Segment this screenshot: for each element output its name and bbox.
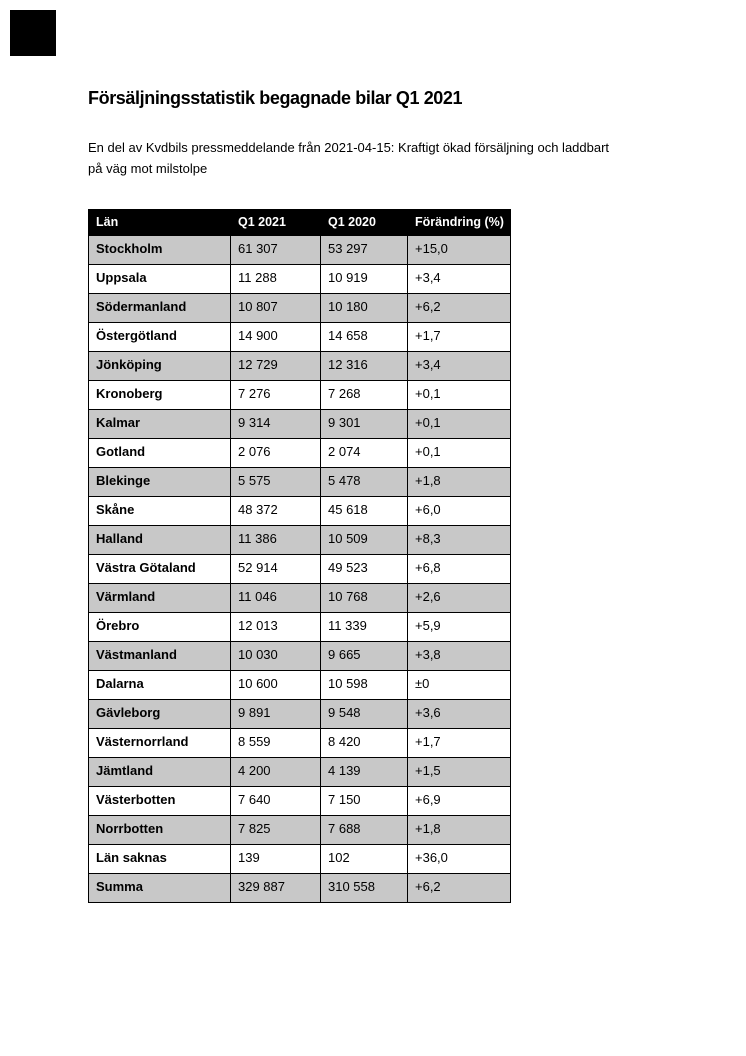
kvd-logo bbox=[10, 10, 56, 56]
cell-q1-2021: 48 372 bbox=[231, 497, 321, 526]
cell-lan: Västerbotten bbox=[89, 787, 231, 816]
table-row bbox=[89, 729, 511, 758]
cell-q1-2020: 310 558 bbox=[321, 874, 408, 903]
table-row bbox=[89, 555, 511, 584]
cell-q1-2021: 9 314 bbox=[231, 410, 321, 439]
cell-q1-2021: 8 559 bbox=[231, 729, 321, 758]
header-q1-2020: Q1 2020 bbox=[321, 210, 408, 236]
cell-forandring: +1,5 bbox=[408, 758, 511, 787]
cell-q1-2020: 10 509 bbox=[321, 526, 408, 555]
cell-q1-2021: 52 914 bbox=[231, 555, 321, 584]
cell-lan: Jämtland bbox=[89, 758, 231, 787]
cell-lan: Stockholm bbox=[89, 236, 231, 265]
cell-forandring: +6,2 bbox=[408, 294, 511, 323]
cell-q1-2021: 11 288 bbox=[231, 265, 321, 294]
cell-q1-2020: 49 523 bbox=[321, 555, 408, 584]
cell-q1-2021: 139 bbox=[231, 845, 321, 874]
cell-lan: Östergötland bbox=[89, 323, 231, 352]
cell-q1-2021: 10 600 bbox=[231, 671, 321, 700]
cell-q1-2021: 4 200 bbox=[231, 758, 321, 787]
table-row bbox=[89, 468, 511, 497]
cell-forandring: +6,0 bbox=[408, 497, 511, 526]
cell-lan: Dalarna bbox=[89, 671, 231, 700]
cell-q1-2020: 7 268 bbox=[321, 381, 408, 410]
cell-q1-2021: 5 575 bbox=[231, 468, 321, 497]
cell-lan: Örebro bbox=[89, 613, 231, 642]
cell-lan: Västmanland bbox=[89, 642, 231, 671]
cell-lan: Blekinge bbox=[89, 468, 231, 497]
table-row bbox=[89, 265, 511, 294]
cell-lan: Skåne bbox=[89, 497, 231, 526]
cell-forandring: +3,6 bbox=[408, 700, 511, 729]
cell-forandring: +6,8 bbox=[408, 555, 511, 584]
cell-lan: Västernorrland bbox=[89, 729, 231, 758]
table-body bbox=[89, 236, 511, 903]
cell-q1-2020: 8 420 bbox=[321, 729, 408, 758]
cell-forandring: +1,7 bbox=[408, 323, 511, 352]
table-row bbox=[89, 671, 511, 700]
cell-forandring: +8,3 bbox=[408, 526, 511, 555]
cell-q1-2021: 11 386 bbox=[231, 526, 321, 555]
cell-q1-2021: 14 900 bbox=[231, 323, 321, 352]
cell-q1-2020: 10 919 bbox=[321, 265, 408, 294]
cell-lan: Gävleborg bbox=[89, 700, 231, 729]
cell-lan: Summa bbox=[89, 874, 231, 903]
cell-q1-2020: 9 665 bbox=[321, 642, 408, 671]
table-header-row bbox=[89, 210, 511, 236]
cell-forandring: +3,8 bbox=[408, 642, 511, 671]
cell-q1-2021: 9 891 bbox=[231, 700, 321, 729]
cell-forandring: +36,0 bbox=[408, 845, 511, 874]
cell-q1-2020: 102 bbox=[321, 845, 408, 874]
cell-forandring: ±0 bbox=[408, 671, 511, 700]
table-row bbox=[89, 352, 511, 381]
cell-q1-2020: 11 339 bbox=[321, 613, 408, 642]
cell-q1-2020: 10 598 bbox=[321, 671, 408, 700]
cell-q1-2021: 10 030 bbox=[231, 642, 321, 671]
table-row bbox=[89, 642, 511, 671]
cell-q1-2020: 7 688 bbox=[321, 816, 408, 845]
table-row bbox=[89, 410, 511, 439]
cell-q1-2020: 45 618 bbox=[321, 497, 408, 526]
table-row bbox=[89, 758, 511, 787]
intro-paragraph bbox=[88, 137, 678, 179]
cell-q1-2021: 7 276 bbox=[231, 381, 321, 410]
cell-q1-2020: 10 180 bbox=[321, 294, 408, 323]
cell-q1-2021: 7 640 bbox=[231, 787, 321, 816]
page-title: Försäljningsstatistik begagnade bilar Q1 2021 bbox=[88, 88, 463, 108]
table-row bbox=[89, 323, 511, 352]
cell-q1-2021: 10 807 bbox=[231, 294, 321, 323]
cell-q1-2021: 12 013 bbox=[231, 613, 321, 642]
intro-line-1: En del av Kvdbils pressmeddelande från 2021-04-15: Kraftigt ökad försäljning och laddbart bbox=[88, 140, 610, 155]
cell-q1-2021: 12 729 bbox=[231, 352, 321, 381]
cell-lan: Halland bbox=[89, 526, 231, 555]
cell-forandring: +0,1 bbox=[408, 410, 511, 439]
cell-q1-2021: 61 307 bbox=[231, 236, 321, 265]
cell-forandring: +6,9 bbox=[408, 787, 511, 816]
cell-q1-2021: 7 825 bbox=[231, 816, 321, 845]
table-row bbox=[89, 874, 511, 903]
table-row bbox=[89, 787, 511, 816]
cell-q1-2020: 53 297 bbox=[321, 236, 408, 265]
cell-forandring: +1,8 bbox=[408, 816, 511, 845]
cell-forandring: +5,9 bbox=[408, 613, 511, 642]
table-row bbox=[89, 816, 511, 845]
header-forandring: Förändring (%) bbox=[408, 210, 511, 236]
table-row bbox=[89, 700, 511, 729]
cell-forandring: +6,2 bbox=[408, 874, 511, 903]
cell-forandring: +15,0 bbox=[408, 236, 511, 265]
table-header bbox=[89, 210, 511, 236]
cell-q1-2020: 5 478 bbox=[321, 468, 408, 497]
table-row bbox=[89, 526, 511, 555]
table-row bbox=[89, 439, 511, 468]
cell-q1-2020: 14 658 bbox=[321, 323, 408, 352]
cell-lan: Gotland bbox=[89, 439, 231, 468]
table-row bbox=[89, 613, 511, 642]
cell-q1-2021: 11 046 bbox=[231, 584, 321, 613]
header-lan: Län bbox=[89, 210, 231, 236]
table-row bbox=[89, 845, 511, 874]
cell-forandring: +2,6 bbox=[408, 584, 511, 613]
table-row bbox=[89, 236, 511, 265]
cell-forandring: +3,4 bbox=[408, 352, 511, 381]
cell-q1-2020: 10 768 bbox=[321, 584, 408, 613]
cell-lan: Norrbotten bbox=[89, 816, 231, 845]
cell-lan: Kalmar bbox=[89, 410, 231, 439]
table-row bbox=[89, 497, 511, 526]
cell-q1-2020: 7 150 bbox=[321, 787, 408, 816]
cell-q1-2020: 2 074 bbox=[321, 439, 408, 468]
intro-line-2: på väg mot milstolpe bbox=[88, 161, 208, 176]
cell-q1-2020: 9 301 bbox=[321, 410, 408, 439]
cell-q1-2021: 329 887 bbox=[231, 874, 321, 903]
cell-forandring: +1,7 bbox=[408, 729, 511, 758]
sales-statistics-table bbox=[88, 209, 511, 903]
cell-forandring: +3,4 bbox=[408, 265, 511, 294]
cell-q1-2020: 4 139 bbox=[321, 758, 408, 787]
cell-lan: Västra Götaland bbox=[89, 555, 231, 584]
cell-forandring: +0,1 bbox=[408, 439, 511, 468]
cell-lan: Värmland bbox=[89, 584, 231, 613]
cell-lan: Län saknas bbox=[89, 845, 231, 874]
table-row bbox=[89, 294, 511, 323]
cell-lan: Södermanland bbox=[89, 294, 231, 323]
cell-lan: Jönköping bbox=[89, 352, 231, 381]
cell-lan: Uppsala bbox=[89, 265, 231, 294]
cell-q1-2020: 12 316 bbox=[321, 352, 408, 381]
cell-forandring: +0,1 bbox=[408, 381, 511, 410]
cell-lan: Kronoberg bbox=[89, 381, 231, 410]
header-q1-2021: Q1 2021 bbox=[231, 210, 321, 236]
table-row bbox=[89, 381, 511, 410]
cell-q1-2020: 9 548 bbox=[321, 700, 408, 729]
table-row bbox=[89, 584, 511, 613]
cell-q1-2021: 2 076 bbox=[231, 439, 321, 468]
cell-forandring: +1,8 bbox=[408, 468, 511, 497]
